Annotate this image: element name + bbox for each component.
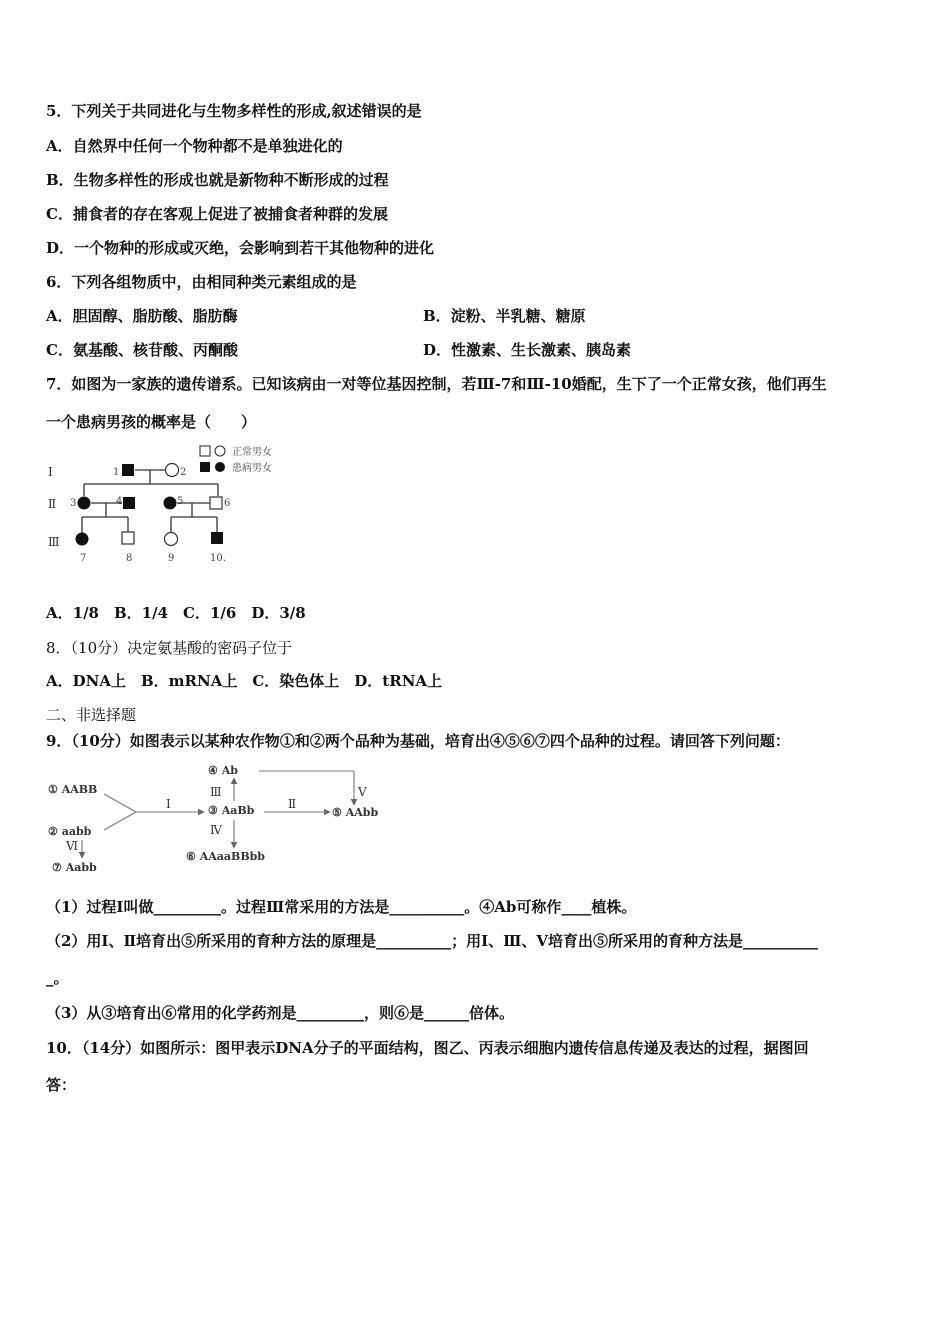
route-label-6: Ⅵ: [66, 839, 79, 853]
q10-stem-line1: 10．（14分）如图所示：图甲表示DNA分子的平面结构，图乙、丙表示细胞内遗传信息传递及表达的过程，据图回: [46, 1039, 809, 1057]
pedigree-ii3-affected-female: [78, 497, 91, 510]
q9-stem: 9．（10分）如图表示以某种农作物①和②两个品种为基础，培育出④⑤⑥⑦四个品种的过程。请回答下列问题：: [46, 732, 790, 750]
q6-option-c: C．氨基酸、核苷酸、丙酮酸: [46, 341, 238, 359]
pedigree-ii5-affected-female: [164, 497, 177, 510]
diagram-tetraploid: ⑥ AAaaBBbb: [186, 850, 265, 863]
q6-stem: 6．下列各组物质中，由相同种类元素组成的是: [46, 273, 357, 291]
q6-row-cd: [46, 340, 906, 360]
q10-stem-line2: 答：: [46, 1076, 77, 1094]
pedigree-iii7-affected-female: [76, 533, 89, 546]
q9-subquestion-1: （1）过程Ⅰ叫做_________。过程Ⅲ常采用的方法是__________。④Ab可称作____植株。: [46, 898, 637, 916]
diagram-ab-haploid: ④ Ab: [208, 764, 238, 777]
pedigree-i2-normal-female: [166, 464, 179, 477]
q7-options: A．1/8 B．1/4 C．1/6 D．3/8: [46, 604, 306, 622]
pedigree-iii8-normal-male: [122, 532, 134, 544]
q7-stem-line2: 一个患病男孩的概率是（ ）: [46, 413, 257, 431]
q8-options: A．DNA上 B．mRNA上 C．染色体上 D．tRNA上: [46, 672, 443, 690]
pedigree-num-5: 5: [177, 496, 184, 507]
route-label-3: Ⅲ: [210, 785, 222, 799]
pedigree-ii6-normal-male: [210, 497, 222, 509]
q5-option-d: D．一个物种的形成或灭绝，会影响到若干其他物种的进化: [46, 239, 435, 257]
diagram-aabb-seventh: ⑦ Aabb: [52, 861, 97, 874]
pedigree-iii10-affected-male: [211, 532, 223, 544]
diagram-aabb-product: ⑤ AAbb: [332, 806, 379, 819]
q5-option-b: B．生物多样性的形成也就是新物种不断形成的过程: [46, 171, 389, 189]
route-label-5: Ⅴ: [358, 785, 367, 799]
gen-label-3: Ⅲ: [48, 535, 60, 549]
gen-label-1: Ⅰ: [48, 465, 53, 479]
pedigree-iii9-normal-female: [165, 533, 178, 546]
pedigree-num-2: 2: [180, 467, 187, 478]
q5-option-c: C．捕食者的存在客观上促进了被捕食者种群的发展: [46, 205, 388, 223]
q9-subquestion-2-cont: _。: [46, 969, 69, 987]
q7-stem-line1: 7．如图为一家族的遗传谱系。已知该病由一对等位基因控制，若Ⅲ-7和Ⅲ-10婚配，生下了一个正常女孩，他们再生: [46, 375, 827, 393]
pedigree-num-6: 6: [224, 498, 231, 509]
pedigree-ii4-affected-male: [123, 497, 135, 509]
pedigree-num-3: 3: [70, 498, 77, 509]
q6-option-b: B．淀粉、半乳糖、糖原: [423, 307, 586, 325]
pedigree-num-8: 8: [126, 553, 133, 564]
pedigree-num-1: 1: [113, 467, 120, 478]
q8-stem: 8．（10分）决定氨基酸的密码子位于: [46, 639, 293, 657]
pedigree-num-10: 10.: [210, 553, 226, 564]
legend-affected-label: 患病男女: [232, 463, 272, 474]
section-heading: 二、非选择题: [46, 706, 137, 724]
q6-option-d: D．性激素、生长激素、胰岛素: [423, 341, 632, 359]
legend-normal-label: 正常男女: [232, 447, 272, 458]
pedigree-num-7: 7: [80, 553, 87, 564]
pedigree-i1-affected-male: [122, 464, 134, 476]
route-label-2: Ⅱ: [288, 797, 297, 811]
pedigree-chart: [40, 440, 290, 570]
q9-subquestion-2: （2）用Ⅰ、Ⅱ培育出⑤所采用的育种方法的原理是__________；用Ⅰ、Ⅲ、Ⅴ培育出⑤所采用的育种方法是__________: [46, 932, 819, 950]
q5-stem: 5．下列关于共同进化与生物多样性的形成,叙述错误的是: [46, 102, 422, 120]
route-label-4: Ⅳ: [210, 823, 222, 837]
gen-label-2: Ⅱ: [48, 497, 57, 511]
q6-option-a: A．胆固醇、脂肪酸、脂肪酶: [46, 307, 238, 325]
pedigree-num-9: 9: [168, 553, 175, 564]
route-label-1: Ⅰ: [166, 797, 171, 811]
diagram-aabb-hybrid: ③ AaBb: [208, 804, 255, 817]
diagram-aabb-recessive: ② aabb: [48, 825, 92, 838]
diagram-aabb-parent: ① AABB: [48, 783, 98, 796]
pedigree-num-4: 4: [116, 496, 123, 507]
q6-row-ab: [46, 306, 906, 326]
q9-subquestion-3: （3）从③培育出⑥常用的化学药剂是_________，则⑥是______倍体。: [46, 1004, 514, 1022]
breeding-diagram: [44, 758, 404, 878]
q5-option-a: A．自然界中任何一个物种都不是单独进化的: [46, 137, 343, 155]
